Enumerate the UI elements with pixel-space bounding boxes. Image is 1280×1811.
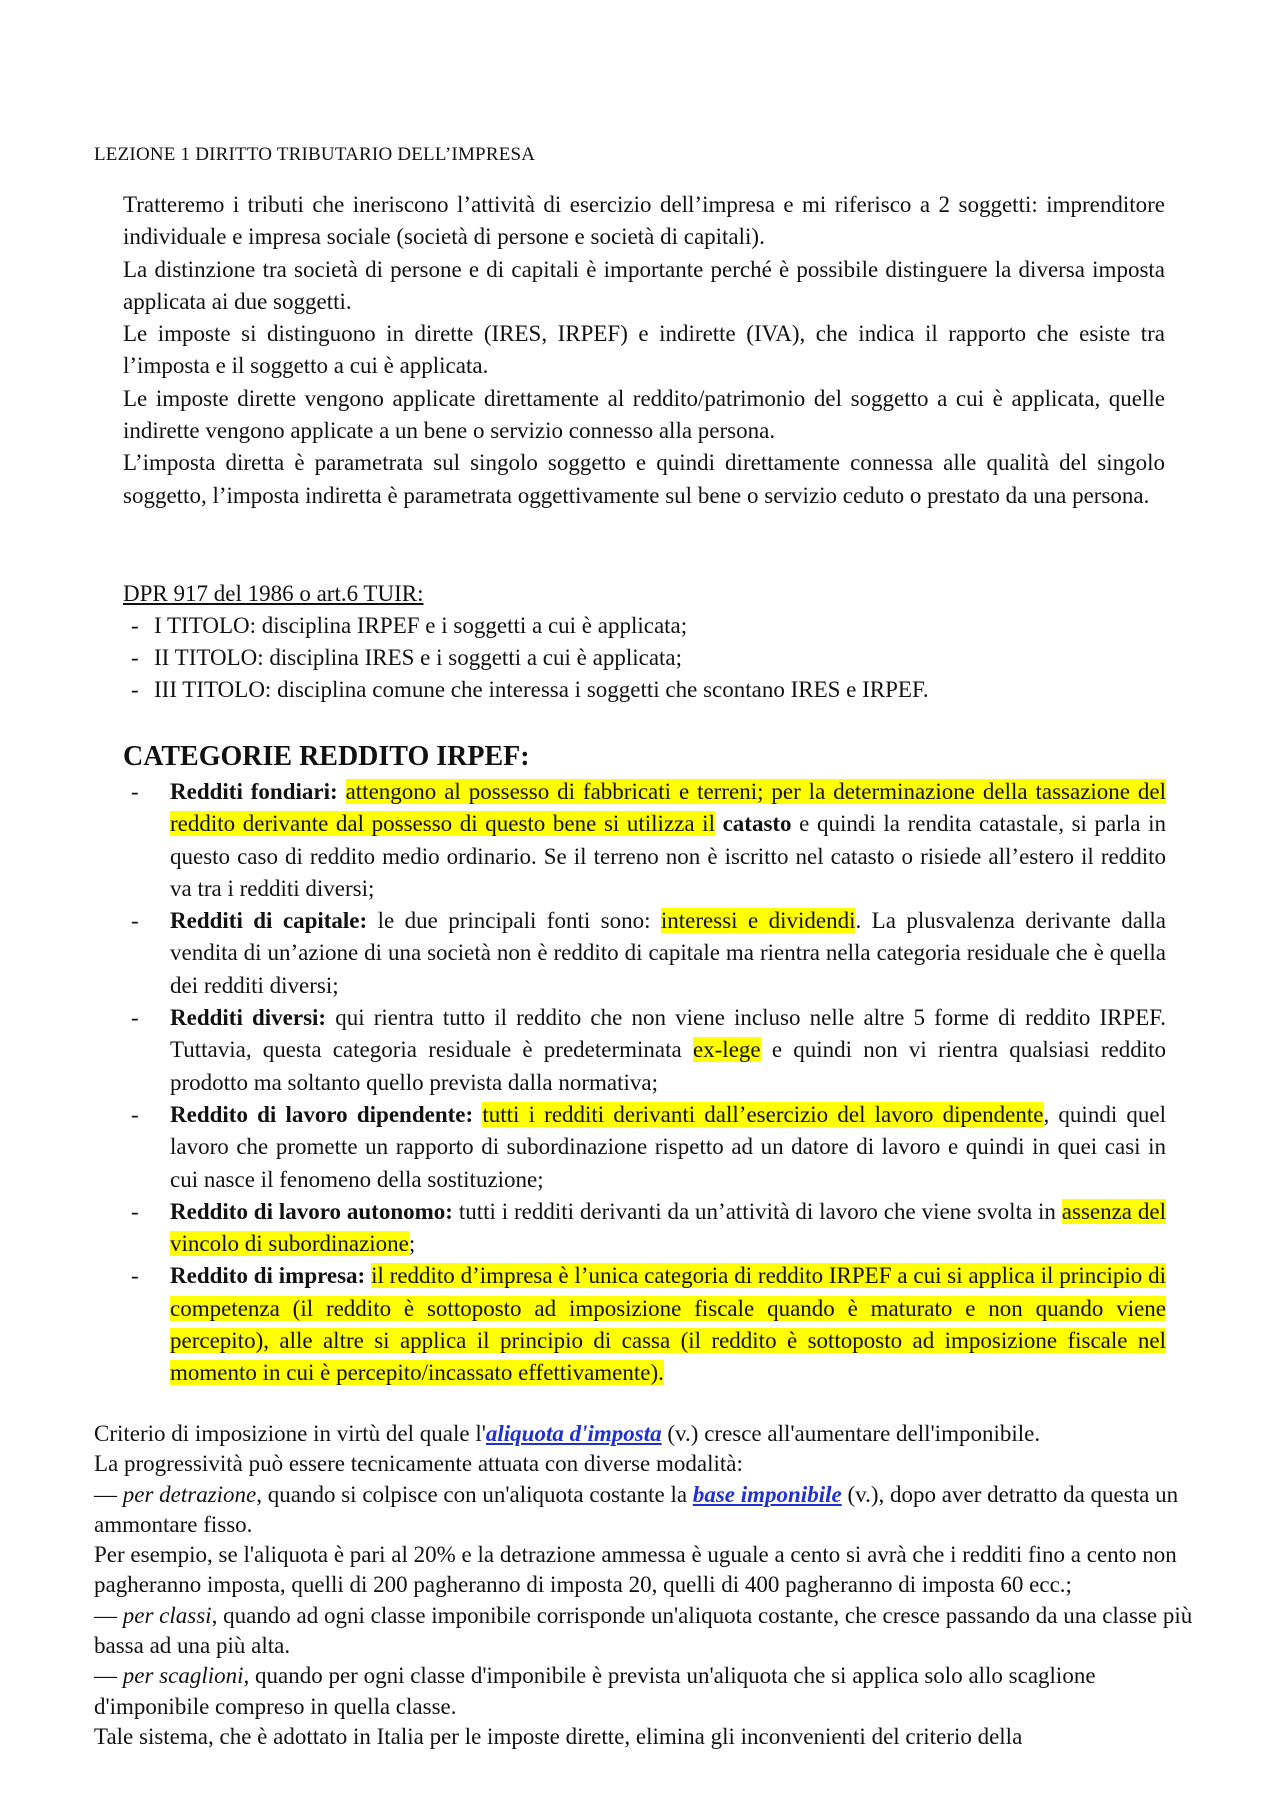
categorie-list xyxy=(123,776,1166,1390)
category-label: Reddito di impresa: xyxy=(170,1263,366,1289)
highlighted-text: tutti i redditi derivanti dall’esercizio del lavoro dipendente xyxy=(482,1101,1044,1127)
dpr-list-item: - II TITOLO: disciplina IRES e i soggetti a cui è applicata; xyxy=(123,642,929,674)
intro-paragraph: Le imposte si distinguono in dirette (IRES, IRPEF) e indirette (IVA), che indica il rapporto che esiste tra l’imposta e il soggetto a cui è applicata. xyxy=(123,321,1165,379)
highlighted-text: assenza del vincolo di subordinazione xyxy=(170,1198,1166,1257)
criterio-paragraph xyxy=(94,1601,1204,1662)
category-item-dipendente xyxy=(123,1099,1166,1196)
criterio-section xyxy=(94,1419,1204,1752)
intro-paragraph: La distinzione tra società di persone e di capitali è importante perché è possibile distinguere la diversa imposta applicata ai due soggetti. xyxy=(123,256,1165,314)
category-label: Redditi di capitale: xyxy=(170,908,368,934)
criterio-paragraph xyxy=(94,1661,1204,1722)
dpr-list-item: - I TITOLO: disciplina IRPEF e i soggetti a cui è applicata; xyxy=(123,610,929,642)
italic-term: per classi xyxy=(122,1602,212,1628)
dpr-heading: DPR 917 del 1986 o art.6 TUIR: xyxy=(123,581,424,606)
category-item-fondiari xyxy=(123,776,1166,905)
criterio-paragraph: La progressività può essere tecnicamente attuata con diverse modalità: xyxy=(94,1451,743,1477)
category-item-diversi xyxy=(123,1002,1166,1099)
category-text: ; xyxy=(408,1231,416,1257)
italic-term: per scaglioni xyxy=(122,1663,244,1689)
lesson-title: LEZIONE 1 DIRITTO TRIBUTARIO DELL’IMPRESA xyxy=(94,144,536,165)
dpr-list xyxy=(123,610,929,706)
highlighted-text: attengono al possesso di fabbricati e terreni; per la determinazione della tassazione del reddito derivante dal possesso di questo bene si utilizza il xyxy=(170,779,1167,837)
italic-term: per detrazione xyxy=(122,1481,257,1507)
category-text: qui rientra tutto il reddito che non viene incluso nelle altre 5 forme di reddito IRPEF. Tuttavia, questa categoria residuale è predeterminata xyxy=(170,1005,1166,1063)
criterio-paragraph xyxy=(94,1480,1204,1541)
category-label: Redditi diversi: xyxy=(170,1005,327,1031)
category-label: Reddito di lavoro dipendente: xyxy=(170,1101,474,1127)
category-label: Redditi fondiari: xyxy=(170,779,338,804)
category-text: e quindi la rendita catastale, si parla in questo caso di reddito medio ordinario. Se il terreno non è iscritto nel catasto o risiede all’estero il reddito va tra i redditi diversi; xyxy=(170,811,1166,901)
paragraph-text: , quando si colpisce con un'aliquota costante la xyxy=(256,1481,693,1507)
intro-paragraph: Tratteremo i tributi che ineriscono l’attività di esercizio dell’impresa e mi riferisco a 2 soggetti: imprenditore individuale e impresa sociale (società di persone e società di capitali). xyxy=(123,192,1165,250)
highlighted-text: il reddito d’impresa è l’unica categoria di reddito IRPEF a cui si applica il principio di competenza (il reddito è sottoposto ad imposizione fiscale quando è maturato e non quando viene percepito), alle altre si applica il principio di cassa (il reddito è sottoposto ad imposizione fiscale nel momento in cui è percepito/incassato effettivamente). xyxy=(170,1263,1167,1386)
bold-term: catasto xyxy=(722,811,792,837)
paragraph-text: (v.), dopo aver detratto da questa un ammontare fisso. xyxy=(94,1481,1179,1537)
intro-paragraph: L’imposta diretta è parametrata sul singolo soggetto e quindi direttamente connessa alle qualità del singolo soggetto, l’imposta indiretta è parametrata oggettivamente sul bene o servizio ceduto o prestato da una persona. xyxy=(123,450,1165,508)
base-imponibile-link[interactable]: base imponibile xyxy=(692,1481,842,1507)
dpr-section xyxy=(123,578,929,706)
categorie-heading: CATEGORIE REDDITO IRPEF: xyxy=(123,741,530,772)
dash: — xyxy=(94,1481,123,1507)
paragraph-text: (v.) cresce all'aumentare dell'imponibile. xyxy=(661,1421,1041,1446)
dpr-list-item: - III TITOLO: disciplina comune che interessa i soggetti che scontano IRES e IRPEF. xyxy=(123,674,929,706)
category-item-impresa xyxy=(123,1260,1166,1389)
category-text: e quindi non vi rientra qualsiasi reddito prodotto ma soltanto quello prevista dalla normativa; xyxy=(170,1037,1167,1095)
intro-section xyxy=(123,189,1165,512)
category-text: , quindi quel lavoro che promette un rapporto di subordinazione rispetto ad un datore di lavoro e quindi in quei casi in cui nasce il fenomeno della sostituzione; xyxy=(170,1101,1166,1192)
criterio-paragraph: Tale sistema, che è adottato in Italia per le imposte dirette, elimina gli inconvenienti del criterio della xyxy=(94,1723,1023,1749)
intro-paragraph: Le imposte dirette vengono applicate direttamente al reddito/patrimonio del soggetto a cui è applicata, quelle indirette vengono applicate a un bene o servizio connesso alla persona. xyxy=(123,385,1165,444)
category-text: tutti i redditi derivanti da un’attività di lavoro che viene svolta in xyxy=(458,1198,1056,1224)
highlighted-text: ex-lege xyxy=(692,1037,761,1063)
highlighted-text: interessi e dividendi xyxy=(660,908,856,934)
category-text: le due principali fonti sono: xyxy=(377,908,651,934)
category-item-capitale xyxy=(123,905,1166,1002)
aliquota-imposta-link[interactable]: aliquota d'imposta xyxy=(485,1421,662,1446)
criterio-paragraph: Per esempio, se l'aliquota è pari al 20% e la detrazione ammessa è uguale a cento si avrà che i redditi fino a cento non pagheranno imposta, quelli di 200 pagheranno di imposta 20, quelli di 400 pagheranno di imposta 60 ecc.; xyxy=(94,1542,1177,1598)
paragraph-text: Criterio di imposizione in virtù del quale l' xyxy=(94,1421,486,1446)
criterio-paragraph xyxy=(94,1419,1204,1449)
dash: — xyxy=(94,1602,123,1628)
category-item-autonomo xyxy=(123,1196,1166,1261)
category-label: Reddito di lavoro autonomo: xyxy=(170,1198,453,1224)
dash: — xyxy=(94,1663,123,1689)
paragraph-text: , quando per ogni classe d'imponibile è prevista un'aliquota che si applica solo allo scaglione d'imponibile compreso in quella classe. xyxy=(94,1663,1096,1719)
category-text: . La plusvalenza derivante dalla vendita di un’azione di una società non è reddito di capitale ma rientra nella categoria residuale che è quella dei redditi diversi; xyxy=(170,908,1166,998)
paragraph-text: , quando ad ogni classe imponibile corrisponde un'aliquota costante, che cresce passando da una classe più bassa ad una più alta. xyxy=(94,1602,1193,1659)
